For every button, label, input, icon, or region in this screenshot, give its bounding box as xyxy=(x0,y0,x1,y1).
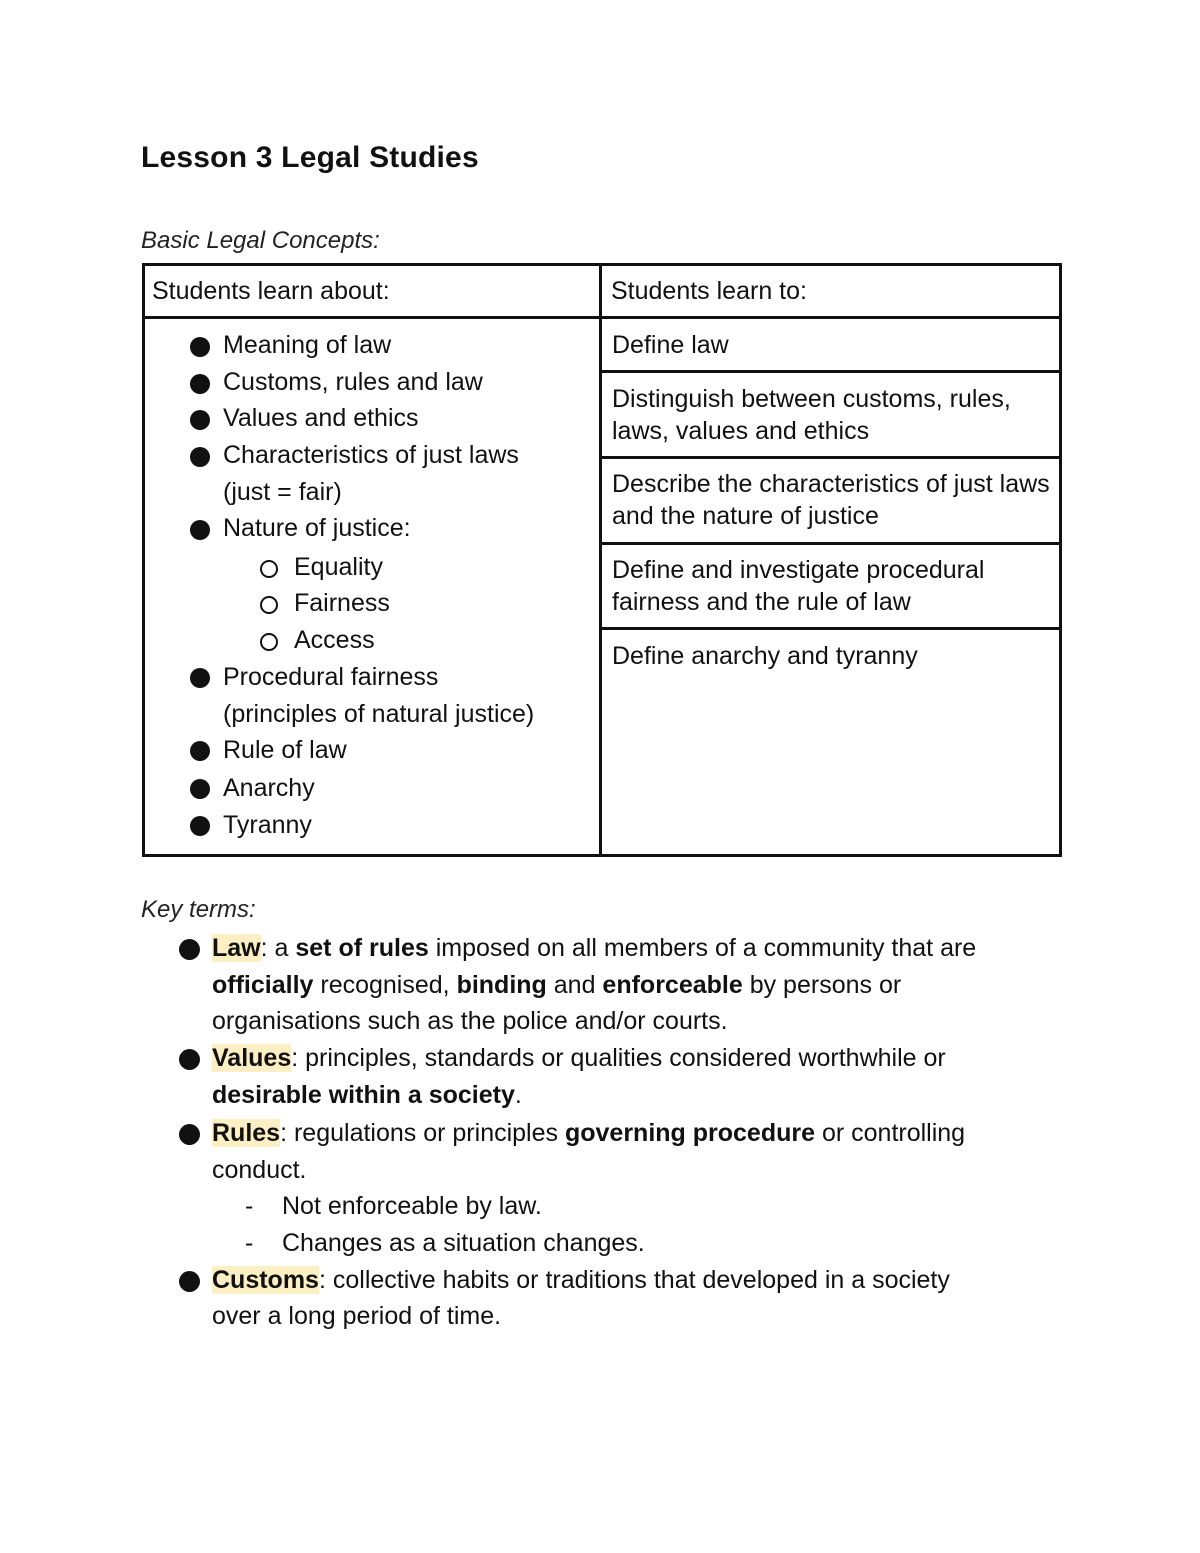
bullet-icon xyxy=(190,816,210,836)
row-divider xyxy=(600,542,1062,545)
sub-list-item: Equality xyxy=(294,553,383,581)
term-customs-line2: over a long period of time. xyxy=(212,1302,502,1330)
definition-text: : collective habits or traditions that developed in a society xyxy=(318,1266,950,1294)
sub-point: Changes as a situation changes. xyxy=(282,1229,645,1257)
bullet-icon xyxy=(179,1124,200,1145)
bullet-icon xyxy=(190,779,210,799)
list-item: Tyranny xyxy=(223,811,312,839)
definition-text: . xyxy=(514,1081,522,1109)
list-item: Values and ethics xyxy=(223,404,419,432)
sub-list-item: Fairness xyxy=(294,589,390,617)
row-divider xyxy=(600,370,1062,373)
definition-text: recognised, xyxy=(313,971,457,999)
term-law-line1 xyxy=(212,930,976,967)
bullet-icon xyxy=(179,1271,200,1292)
term-rules: Rules xyxy=(212,1119,281,1147)
list-item-continued: (just = fair) xyxy=(223,478,342,506)
bullet-icon xyxy=(190,668,210,688)
dash-icon: - xyxy=(245,1192,254,1220)
list-item-continued: (principles of natural justice) xyxy=(223,700,535,728)
definition-text: : principles, standards or qualities considered worthwhile or xyxy=(291,1044,946,1072)
term-customs-line1 xyxy=(212,1262,950,1299)
header-learn-about: Students learn about: xyxy=(152,277,390,305)
term-customs: Customs xyxy=(212,1266,319,1294)
learn-to-item: Distinguish between customs, rules, laws, values and ethics xyxy=(612,385,1011,445)
section-heading-basic-concepts: Basic Legal Concepts: xyxy=(141,227,380,254)
list-item: Characteristics of just laws xyxy=(223,441,519,469)
term-rules-line1 xyxy=(212,1115,965,1152)
list-item: Meaning of law xyxy=(223,331,392,359)
page-title: Lesson 3 Legal Studies xyxy=(141,141,479,174)
list-item: Customs, rules and law xyxy=(223,368,483,396)
definition-text: : a xyxy=(260,934,296,962)
learn-to-item: Describe the characteristics of just laws and the nature of justice xyxy=(612,470,1050,530)
learn-to-item: Define and investigate procedural fairness and the rule of law xyxy=(612,556,985,616)
sub-point: Not enforceable by law. xyxy=(282,1192,542,1220)
section-heading-key-terms: Key terms: xyxy=(141,896,256,923)
bullet-icon xyxy=(190,741,210,761)
dash-icon: - xyxy=(245,1229,254,1257)
bullet-icon xyxy=(190,520,210,540)
bullet-icon xyxy=(179,939,200,960)
term-law: Law xyxy=(212,934,261,962)
term-rules-line2: conduct. xyxy=(212,1156,307,1184)
list-item: Anarchy xyxy=(223,774,315,802)
bullet-icon xyxy=(190,374,210,394)
bullet-icon xyxy=(179,1049,200,1070)
table-divider xyxy=(599,263,602,857)
definition-text: and xyxy=(546,971,603,999)
row-divider xyxy=(600,456,1062,459)
header-divider xyxy=(142,316,1062,319)
term-law-line3: organisations such as the police and/or courts. xyxy=(212,1007,728,1035)
definition-text: imposed on all members of a community that are xyxy=(428,934,977,962)
header-learn-to: Students learn to: xyxy=(611,277,807,305)
term-values: Values xyxy=(212,1044,292,1072)
concepts-table xyxy=(142,263,1062,857)
list-item: Nature of justice: xyxy=(223,514,411,542)
term-values-line2 xyxy=(212,1077,522,1114)
emphasis-text: desirable within a society xyxy=(212,1081,515,1109)
definition-text: or controlling xyxy=(815,1119,966,1147)
hollow-bullet-icon xyxy=(260,560,278,578)
emphasis-text: enforceable xyxy=(602,971,743,999)
definition-text: by persons or xyxy=(742,971,902,999)
emphasis-text: set of rules xyxy=(295,934,429,962)
learn-to-item: Define anarchy and tyranny xyxy=(612,642,918,670)
learn-to-item: Define law xyxy=(612,331,729,359)
row-divider xyxy=(600,627,1062,630)
sub-list-item: Access xyxy=(294,626,375,654)
list-item: Procedural fairness xyxy=(223,663,439,691)
emphasis-text: officially xyxy=(212,971,314,999)
emphasis-text: binding xyxy=(456,971,547,999)
hollow-bullet-icon xyxy=(260,596,278,614)
term-values-line1 xyxy=(212,1040,946,1077)
hollow-bullet-icon xyxy=(260,633,278,651)
definition-text: : regulations or principles xyxy=(280,1119,565,1147)
bullet-icon xyxy=(190,410,210,430)
bullet-icon xyxy=(190,447,210,467)
term-law-line2 xyxy=(212,967,901,1004)
list-item: Rule of law xyxy=(223,736,347,764)
emphasis-text: governing procedure xyxy=(564,1119,816,1147)
bullet-icon xyxy=(190,337,210,357)
